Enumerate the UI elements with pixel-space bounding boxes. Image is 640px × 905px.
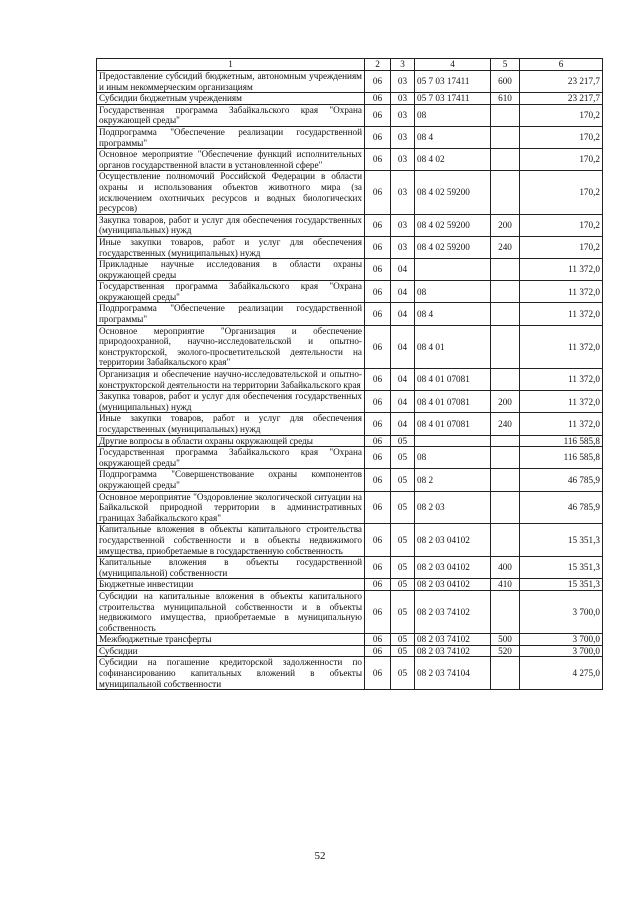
row-name: Капитальные вложения в объекты капитального строительства государственной собственности и в объекты недвижимого имущества, приобретаемые в государственную собственность: [97, 524, 365, 557]
row-subsection-code: 03: [391, 93, 415, 105]
row-subsection-code: 05: [391, 469, 415, 491]
header-col-2: 2: [365, 59, 391, 71]
table-row: [97, 71, 603, 93]
row-target-article-code: 08 2 03: [415, 491, 491, 524]
row-amount: 23 217,7: [520, 71, 603, 93]
row-expense-type-code: [491, 104, 520, 126]
row-name: Бюджетные инвестиции: [97, 579, 365, 591]
row-subsection-code: 03: [391, 171, 415, 214]
row-target-article-code: 08 4 01: [415, 325, 491, 368]
row-expense-type-code: 200: [491, 391, 520, 413]
row-amount: 11 372,0: [520, 369, 603, 391]
row-subsection-code: 05: [391, 657, 415, 690]
row-amount: 4 275,0: [520, 657, 603, 690]
row-section-code: 06: [365, 325, 391, 368]
row-target-article-code: 08 4 02 59200: [415, 236, 491, 258]
row-section-code: 06: [365, 469, 391, 491]
row-amount: 11 372,0: [520, 259, 603, 281]
table-row: [97, 281, 603, 303]
row-section-code: 06: [365, 149, 391, 171]
row-target-article-code: 08 2 03 04102: [415, 557, 491, 579]
row-section-code: 06: [365, 171, 391, 214]
row-subsection-code: 04: [391, 303, 415, 325]
row-target-article-code: [415, 259, 491, 281]
row-amount: 11 372,0: [520, 281, 603, 303]
row-name: Другие вопросы в области охраны окружающей среды: [97, 435, 365, 447]
row-subsection-code: 03: [391, 71, 415, 93]
table-row: [97, 236, 603, 258]
row-amount: 11 372,0: [520, 325, 603, 368]
header-col-1: 1: [97, 59, 365, 71]
row-subsection-code: 03: [391, 149, 415, 171]
table-row: [97, 469, 603, 491]
row-target-article-code: [415, 435, 491, 447]
row-subsection-code: 04: [391, 369, 415, 391]
row-section-code: 06: [365, 369, 391, 391]
row-section-code: 06: [365, 391, 391, 413]
row-section-code: 06: [365, 104, 391, 126]
row-subsection-code: 05: [391, 557, 415, 579]
row-amount: 15 351,3: [520, 557, 603, 579]
row-amount: 3 700,0: [520, 645, 603, 657]
row-subsection-code: 03: [391, 214, 415, 236]
header-col-3: 3: [391, 59, 415, 71]
row-expense-type-code: [491, 491, 520, 524]
row-amount: 11 372,0: [520, 391, 603, 413]
row-target-article-code: 05 7 03 17411: [415, 93, 491, 105]
row-target-article-code: 08 4 01 07081: [415, 369, 491, 391]
row-subsection-code: 04: [391, 281, 415, 303]
table-row: [97, 126, 603, 148]
row-name: Субсидии на капитальные вложения в объекты капитального строительства муниципальной собственности и в объекты недвижимого имущества, приобретаемые в муниципальную собственность: [97, 590, 365, 633]
row-target-article-code: 08 2: [415, 469, 491, 491]
row-amount: 15 351,3: [520, 579, 603, 591]
row-name: Государственная программа Забайкальского края "Охрана окружающей среды": [97, 447, 365, 469]
row-target-article-code: 08 4 01 07081: [415, 413, 491, 435]
row-target-article-code: 08 2 03 04102: [415, 579, 491, 591]
row-amount: 3 700,0: [520, 590, 603, 633]
budget-table: [96, 58, 603, 690]
row-name: Капитальные вложения в объекты государственной (муниципальной) собственности: [97, 557, 365, 579]
row-section-code: 06: [365, 435, 391, 447]
row-name: Субсидии на погашение кредиторской задолженности по софинансированию капитальных вложений в объекты муниципальной собственности: [97, 657, 365, 690]
row-section-code: 06: [365, 259, 391, 281]
row-expense-type-code: 240: [491, 413, 520, 435]
row-target-article-code: 08 4 01 07081: [415, 391, 491, 413]
row-name: Подпрограмма "Совершенствование охраны компонентов окружающей среды": [97, 469, 365, 491]
row-subsection-code: 05: [391, 435, 415, 447]
row-expense-type-code: [491, 447, 520, 469]
row-subsection-code: 05: [391, 447, 415, 469]
table-row: [97, 579, 603, 591]
row-section-code: 06: [365, 71, 391, 93]
row-expense-type-code: [491, 126, 520, 148]
row-section-code: 06: [365, 236, 391, 258]
row-expense-type-code: [491, 149, 520, 171]
header-col-5: 5: [491, 59, 520, 71]
row-name: Основное мероприятие "Оздоровление экологической ситуации на Байкальской природной территории в административных границах Забайкальского края": [97, 491, 365, 524]
row-amount: 170,2: [520, 236, 603, 258]
row-expense-type-code: [491, 369, 520, 391]
row-subsection-code: 04: [391, 259, 415, 281]
row-name: Осуществление полномочий Российской Федерации в области охраны и использования объектов животного мира (за исключением охотничьих ресурсов и водных биологических ресурсов): [97, 171, 365, 214]
table-row: [97, 634, 603, 646]
row-section-code: 06: [365, 303, 391, 325]
row-target-article-code: 08 4 02 59200: [415, 171, 491, 214]
row-amount: 170,2: [520, 214, 603, 236]
row-name: Предоставление субсидий бюджетным, автономным учреждениям и иным некоммерческим организациям: [97, 71, 365, 93]
table-row: [97, 214, 603, 236]
row-name: Подпрограмма "Обеспечение реализации государственной программы": [97, 126, 365, 148]
row-target-article-code: 08 4: [415, 126, 491, 148]
row-name: Субсидии: [97, 645, 365, 657]
row-name: Межбюджетные трансферты: [97, 634, 365, 646]
row-expense-type-code: 240: [491, 236, 520, 258]
row-name: Закупка товаров, работ и услуг для обеспечения государственных (муниципальных) нужд: [97, 391, 365, 413]
row-amount: 116 585,8: [520, 435, 603, 447]
row-target-article-code: 08: [415, 104, 491, 126]
row-target-article-code: 08 2 03 74102: [415, 590, 491, 633]
row-section-code: 06: [365, 645, 391, 657]
row-amount: 170,2: [520, 149, 603, 171]
row-target-article-code: 08 2 03 74102: [415, 645, 491, 657]
row-section-code: 06: [365, 281, 391, 303]
table-row: [97, 171, 603, 214]
row-amount: 11 372,0: [520, 303, 603, 325]
table-row: [97, 259, 603, 281]
row-amount: 170,2: [520, 126, 603, 148]
row-section-code: 06: [365, 214, 391, 236]
row-expense-type-code: [491, 435, 520, 447]
row-subsection-code: 05: [391, 634, 415, 646]
table-row: [97, 447, 603, 469]
row-target-article-code: 05 7 03 17411: [415, 71, 491, 93]
row-name: Государственная программа Забайкальского края "Охрана окружающей среды": [97, 104, 365, 126]
row-section-code: 06: [365, 590, 391, 633]
row-target-article-code: 08: [415, 447, 491, 469]
row-expense-type-code: 520: [491, 645, 520, 657]
table-row: [97, 557, 603, 579]
row-section-code: 06: [365, 524, 391, 557]
row-subsection-code: 03: [391, 236, 415, 258]
table-row: [97, 590, 603, 633]
row-amount: 15 351,3: [520, 524, 603, 557]
row-name: Организация и обеспечение научно-исследовательской и опытно-конструкторской деятельности на территории Забайкальского края: [97, 369, 365, 391]
table-row: [97, 104, 603, 126]
table-row: [97, 524, 603, 557]
row-subsection-code: 04: [391, 325, 415, 368]
row-section-code: 06: [365, 447, 391, 469]
row-target-article-code: 08 2 03 04102: [415, 524, 491, 557]
row-expense-type-code: 600: [491, 71, 520, 93]
row-subsection-code: 05: [391, 491, 415, 524]
table-row: [97, 369, 603, 391]
row-subsection-code: 05: [391, 590, 415, 633]
table-row: [97, 303, 603, 325]
row-target-article-code: 08 4 02 59200: [415, 214, 491, 236]
row-amount: 116 585,8: [520, 447, 603, 469]
row-section-code: 06: [365, 93, 391, 105]
row-section-code: 06: [365, 126, 391, 148]
row-subsection-code: 04: [391, 391, 415, 413]
row-amount: 3 700,0: [520, 634, 603, 646]
table-row: [97, 435, 603, 447]
header-col-4: 4: [415, 59, 491, 71]
row-amount: 46 785,9: [520, 491, 603, 524]
row-expense-type-code: [491, 259, 520, 281]
row-expense-type-code: 610: [491, 93, 520, 105]
table-row: [97, 645, 603, 657]
row-name: Государственная программа Забайкальского края "Охрана окружающей среды": [97, 281, 365, 303]
row-subsection-code: 05: [391, 524, 415, 557]
row-section-code: 06: [365, 491, 391, 524]
table-row: [97, 93, 603, 105]
row-expense-type-code: 500: [491, 634, 520, 646]
table-row: [97, 391, 603, 413]
row-expense-type-code: [491, 657, 520, 690]
row-name: Подпрограмма "Обеспечение реализации государственной программы": [97, 303, 365, 325]
row-section-code: 06: [365, 579, 391, 591]
row-expense-type-code: 400: [491, 557, 520, 579]
row-expense-type-code: [491, 303, 520, 325]
row-subsection-code: 04: [391, 413, 415, 435]
row-expense-type-code: [491, 325, 520, 368]
row-expense-type-code: [491, 171, 520, 214]
row-expense-type-code: 200: [491, 214, 520, 236]
header-col-6: 6: [520, 59, 603, 71]
row-expense-type-code: 410: [491, 579, 520, 591]
row-name: Иные закупки товаров, работ и услуг для обеспечения государственных (муниципальных) нужд: [97, 413, 365, 435]
row-expense-type-code: [491, 281, 520, 303]
row-subsection-code: 05: [391, 579, 415, 591]
table-header-row: [97, 59, 603, 71]
row-name: Субсидии бюджетным учреждениям: [97, 93, 365, 105]
row-name: Основное мероприятие "Организация и обеспечение природоохранной, научно-исследовательской и опытно-конструкторской, эколого-просветительской деятельности на территории Забайкальского края": [97, 325, 365, 368]
row-expense-type-code: [491, 469, 520, 491]
row-section-code: 06: [365, 413, 391, 435]
row-expense-type-code: [491, 524, 520, 557]
table-row: [97, 413, 603, 435]
row-subsection-code: 05: [391, 645, 415, 657]
row-name: Иные закупки товаров, работ и услуг для обеспечения государственных (муниципальных) нужд: [97, 236, 365, 258]
table-row: [97, 149, 603, 171]
document-page: [96, 58, 602, 690]
row-target-article-code: 08 2 03 74102: [415, 634, 491, 646]
page-number: 52: [314, 850, 326, 862]
row-amount: 23 217,7: [520, 93, 603, 105]
table-row: [97, 657, 603, 690]
row-expense-type-code: [491, 590, 520, 633]
table-row: [97, 325, 603, 368]
row-section-code: 06: [365, 657, 391, 690]
row-subsection-code: 03: [391, 104, 415, 126]
row-target-article-code: 08 4: [415, 303, 491, 325]
row-target-article-code: 08 4 02: [415, 149, 491, 171]
row-target-article-code: 08: [415, 281, 491, 303]
row-amount: 170,2: [520, 104, 603, 126]
row-name: Закупка товаров, работ и услуг для обеспечения государственных (муниципальных) нужд: [97, 214, 365, 236]
row-name: Прикладные научные исследования в области охраны окружающей среды: [97, 259, 365, 281]
row-amount: 170,2: [520, 171, 603, 214]
table-row: [97, 491, 603, 524]
row-section-code: 06: [365, 557, 391, 579]
row-amount: 46 785,9: [520, 469, 603, 491]
row-section-code: 06: [365, 634, 391, 646]
row-subsection-code: 03: [391, 126, 415, 148]
row-name: Основное мероприятие "Обеспечение функций исполнительных органов государственной власти в установленной сфере": [97, 149, 365, 171]
row-target-article-code: 08 2 03 74104: [415, 657, 491, 690]
row-amount: 11 372,0: [520, 413, 603, 435]
